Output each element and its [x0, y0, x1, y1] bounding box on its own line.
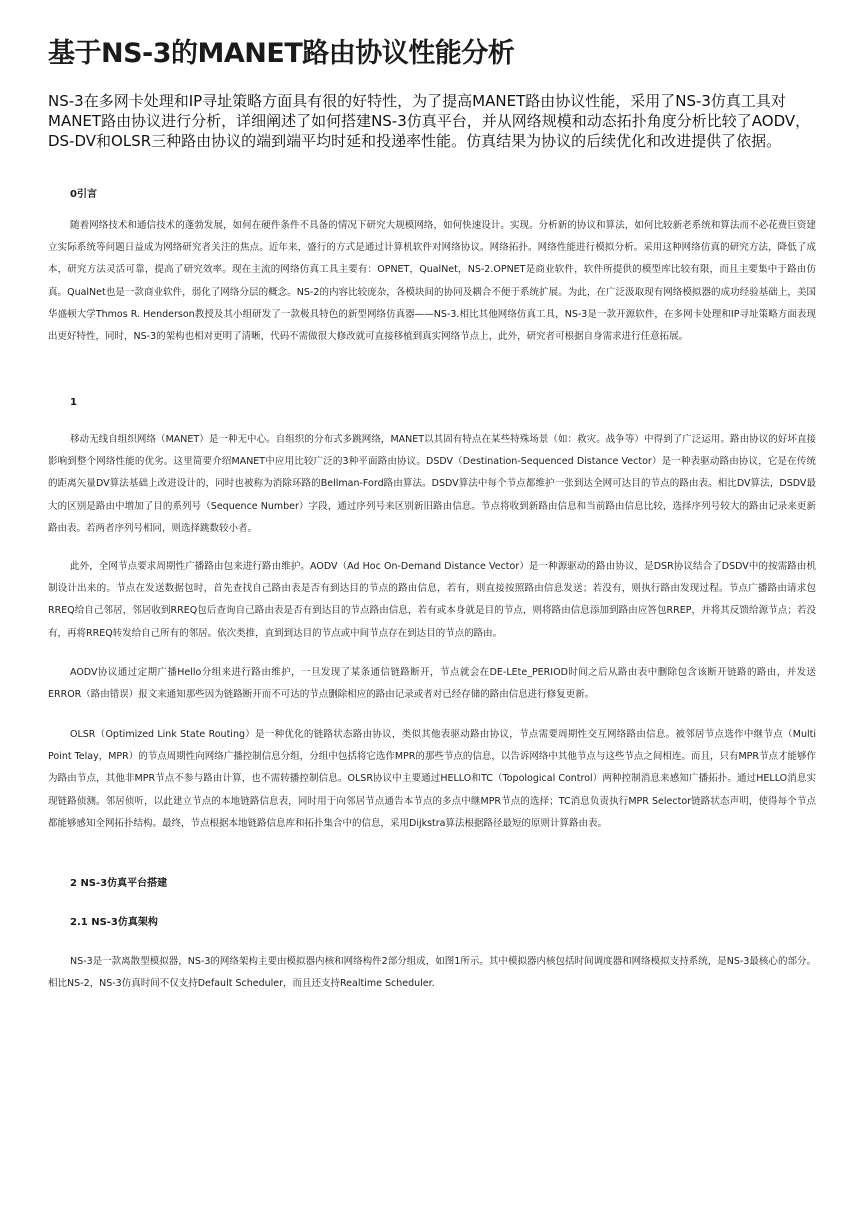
- paragraph-s1-1: 移动无线自组织网络（MANET）是一种无中心。自组织的分布式多跳网络，MANET以其固有特点在某些特殊场景（如：救灾。战争等）中得到了广泛运用。路由协议的好坏直接影响到整个网络性能的优劣。这里简要介绍MANET中应用比较广泛的3种平面路由协议。DSDV（Destination-Sequenced Distance Vector）是一种表驱动路由协议，它是在传统的距离矢量DV算法基础上改进设计的，同时也被称为消除环路的Bellman-Ford路由算法。DSDV算法中每个节点都维护一张到达全网可达目的节点的路由表。相比DV算法，DSDV最大的区别是路由中增加了目的系列号（Sequence Number）字段，通过序列号来区别新旧路由信息。节点将收到新路由信息和当前路由信息比较，选择序列号较大的路由记录来更新路由表。若两者序列号相同，则选择跳数较小者。: [48, 434, 816, 534]
- abstract: NS-3在多网卡处理和IP寻址策略方面具有很的好特性，为了提高MANET路由协议性能，采用了NS-3仿真工具对MANET路由协议进行分析，详细阐述了如何搭建NS-3仿真平台，并从网络规模和动态拓扑角度分析比较了AODV，DS-DV和OLSR三种路由协议的端到端平均时延和投递率性能。仿真结果为协议的后续优化和改进提供了依据。: [48, 92, 811, 150]
- paragraph-s1-4: OLSR（Optimized Link State Routing）是一种优化的链路状态路由协议，类似其他表驱动路由协议，节点需要周期性交互网络路由信息。被邻居节点选作中继节点（Multi Point Telay，MPR）的节点周期性向网络广播控制信息分组，分组中包括将它选作MPR的那些节点的信息，以告诉网络中其他节点与这些节点之间相连。而且，只有MPR节点才能够作为路由节点，其他非MPR节点不参与路由计算，也不需转播控制信息。OLSR协议中主要通过HELLO和TC（Topological Control）两种控制消息来感知广播拓扑。通过HELLO消息实现链路侦测。邻居侦听，以此建立节点的本地链路信息表，同时用于向邻居节点通告本节点的多点中继MPR节点的选择；TC消息负责执行MPR Selector链路状态声明，使得每个节点都能够感知全网拓扑结构。最终，节点根据本地链路信息库和拓扑集合中的信息，采用Dijkstra算法根据路径最短的原则计算路由表。: [48, 729, 816, 829]
- heading-section-2: 2 NS-3仿真平台搭建: [70, 878, 168, 889]
- page-title: 基于NS-3的MANET路由协议性能分析: [48, 38, 515, 69]
- paragraph-s2-1: NS-3是一款离散型模拟器，NS-3的网络架构主要由模拟器内核和网络构件2部分组成，如图1所示。其中模拟器内核包括时间调度器和网络模拟支持系统，是NS-3最核心的部分。相比NS-2，NS-3仿真时间不仅支持Default Scheduler，而且还支持Realtime Scheduler.: [48, 956, 816, 990]
- paragraph-intro: 随着网络技术和通信技术的蓬勃发展，如何在硬件条件不具备的情况下研究大规模网络，如何快速设计。实现。分析新的协议和算法，如何比较新老系统和算法而不必花费巨资建立实际系统等问题日益成为网络研究者关注的焦点。近年来，盛行的方式是通过计算机软件对网络协议。网络拓扑。网络性能进行模拟分析。采用这种网络仿真的研究方法，降低了成本，研究方法灵活可靠，提高了研究效率。现在主流的网络仿真工具主要有：OPNET，QualNet，NS-2.OPNET是商业软件，软件所提供的模型库比较有限，而且主要集中于路由仿真。QualNet也是一款商业软件，弱化了网络分层的概念。NS-2的内容比较庞杂，各模块间的协同及耦合不便于系统扩展。为此，在广泛汲取现有网络模拟器的成功经验基础上，美国华盛顿大学Thmos R. Henderson教授及其小组研发了一款极具特色的新型网络仿真器——NS-3.相比其他网络仿真工具，NS-3是一款开源软件，在多网卡处理和IP寻址策略方面表现出更好特性，同时，NS-3的架构也相对更明了清晰，代码不需做很大修改就可直接移植到真实网络节点上，此外，研究者可根据自身需求进行任意拓展。: [48, 220, 816, 343]
- paragraph-s1-2: 此外，全网节点要求周期性广播路由包来进行路由维护。AODV（Ad Hoc On-Demand Distance Vector）是一种源驱动的路由协议，是DSR协议结合了DSDV中的按需路由机制设计出来的。节点在发送数据包时，首先查找自己路由表是否有到达目的节点的路由信息，若有，则直接按照路由信息发送；若没有，则执行路由发现过程。节点广播路由请求包RREQ给自己邻居，邻居收到RREQ包后查询自己路由表是否有到达目的节点路由信息，若有或本身就是目的节点，则将路由信息添加到路由应答包RREP，并将其反馈给源节点；若没有，再将RREQ转发给自己所有的邻居。依次类推，直到到达目的节点或中间节点存在到达目的节点的路由。: [48, 561, 816, 639]
- heading-intro: 0引言: [70, 189, 97, 200]
- heading-section-2-1: 2.1 NS-3仿真架构: [70, 917, 158, 928]
- heading-section-1: 1: [70, 397, 77, 408]
- paragraph-s1-3: AODV协议通过定期广播Hello分组来进行路由维护，一旦发现了某条通信链路断开，节点就会在DE-LEte_PERIOD时间之后从路由表中删除包含该断开链路的路由，并发送ERROR（路由错误）报文来通知那些因为链路断开而不可达的节点删除相应的路由记录或者对已经存储的路由信息进行修复更新。: [48, 667, 816, 701]
